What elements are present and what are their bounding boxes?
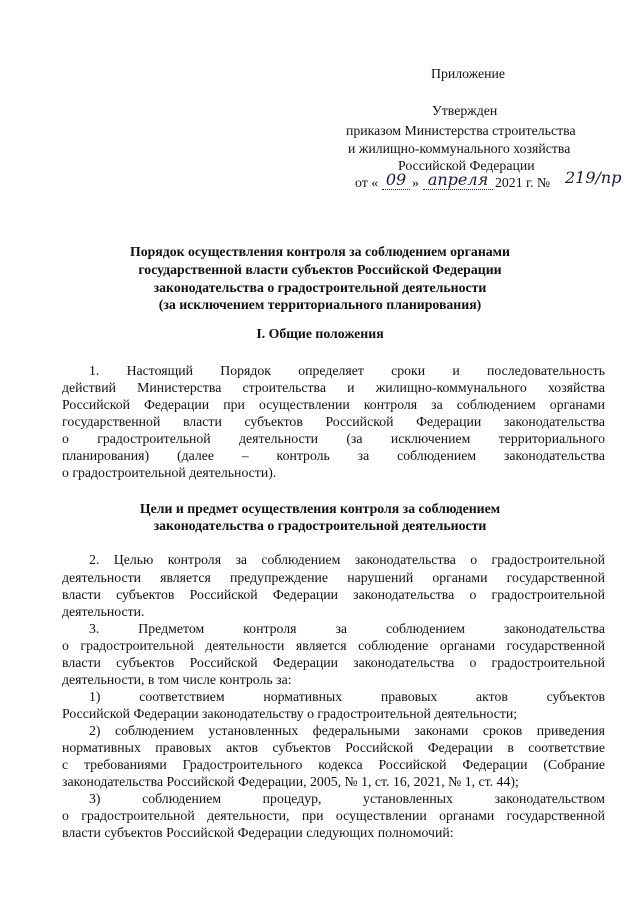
item-2-line-3: с требованиями Градостроительного кодекса Российской Федерации (Собрание [62, 758, 605, 772]
approved-label: Утвержден [432, 103, 498, 118]
item-1-line-1: 1) соответствием нормативных правовых актов субъектов [89, 690, 605, 704]
order-line-1: приказом Министерства строительства [346, 123, 576, 138]
item-2-line-1: 2) соблюдением установленных федеральными законами сроков приведения [89, 724, 605, 738]
item-1-line-2: Российской Федерации законодательству о градостроительной деятельности; [62, 706, 518, 721]
para-3-line-1: 3. Предметом контроля за соблюдением законодательства [89, 622, 605, 636]
para-2-line-1: 2. Целью контроля за соблюдением законодательства о градостроительной [89, 553, 605, 567]
para-1-line-7: о градостроительной деятельности). [62, 465, 277, 480]
para-1-line-5: о градостроительной деятельности (за исключением территориального [62, 432, 605, 446]
title-line-3: законодательства о градостроительной деятельности [153, 280, 487, 295]
title-line-4: (за исключением территориального планирования) [158, 297, 482, 312]
item-2-line-2: нормативных правовых актов субъектов Российской Федерации в соответствие [62, 741, 605, 755]
para-2-line-2: деятельности является предупреждение нарушений органами государственной [62, 571, 605, 585]
appendix-label: Приложение [431, 66, 506, 81]
item-3-line-1: 3) соблюдением процедур, установленных законодательством [89, 792, 605, 806]
title-line-2: государственной власти субъектов Российской Федерации [138, 262, 502, 277]
order-date-line [355, 168, 622, 194]
order-number-handwritten: 219/пр [565, 168, 622, 187]
item-3-line-2: о градостроительной деятельности, при осуществлении органами государственной [62, 809, 605, 823]
para-1-line-4: государственной власти субъектов Российской Федерации законодательства [62, 415, 605, 429]
date-month-handwritten: апреля [423, 170, 493, 190]
para-1-line-6: планирования) (далее – контроль за соблюдением законодательства [62, 449, 605, 463]
para-1-line-1: 1. Настоящий Порядок определяет сроки и последовательность [89, 364, 605, 378]
date-day-handwritten: 09 [382, 170, 410, 190]
section-2-heading-line-1: Цели и предмет осуществления контроля за соблюдением [139, 501, 501, 516]
para-1-line-3: Российской Федерации при осуществлении контроля за соблюдением органами [62, 398, 605, 412]
section-1-heading: I. Общие положения [256, 326, 384, 341]
order-line-3: Российской Федерации [398, 158, 535, 173]
para-2-line-3: власти субъектов Российской Федерации законодательства о градостроительной [62, 588, 605, 602]
para-1-line-2: действий Министерства строительства и жилищно-коммунального хозяйства [62, 381, 605, 395]
order-line-2: и жилищно-коммунального хозяйства [348, 141, 571, 156]
para-3-line-2: о градостроительной деятельности является соблюдение органами государственной [62, 639, 605, 653]
para-2-line-4: деятельности. [62, 604, 145, 619]
date-prefix: от « [355, 175, 379, 190]
para-3-line-3: власти субъектов Российской Федерации законодательства о градостроительной [62, 656, 605, 670]
para-3-line-4: деятельности, в том числе контроль за: [62, 672, 292, 687]
item-3-line-3: власти субъектов Российской Федерации следующих полномочий: [62, 825, 454, 840]
section-2-heading-line-2: законодательства о градостроительной деятельности [153, 518, 487, 533]
date-year: 2021 г. № [495, 175, 551, 190]
date-closing-quote: » [412, 175, 419, 190]
item-2-line-4: законодательства Российской Федерации, 2005, № 1, ст. 16, 2021, № 1, ст. 44); [62, 774, 519, 789]
title-line-1: Порядок осуществления контроля за соблюдением органами [129, 244, 511, 259]
